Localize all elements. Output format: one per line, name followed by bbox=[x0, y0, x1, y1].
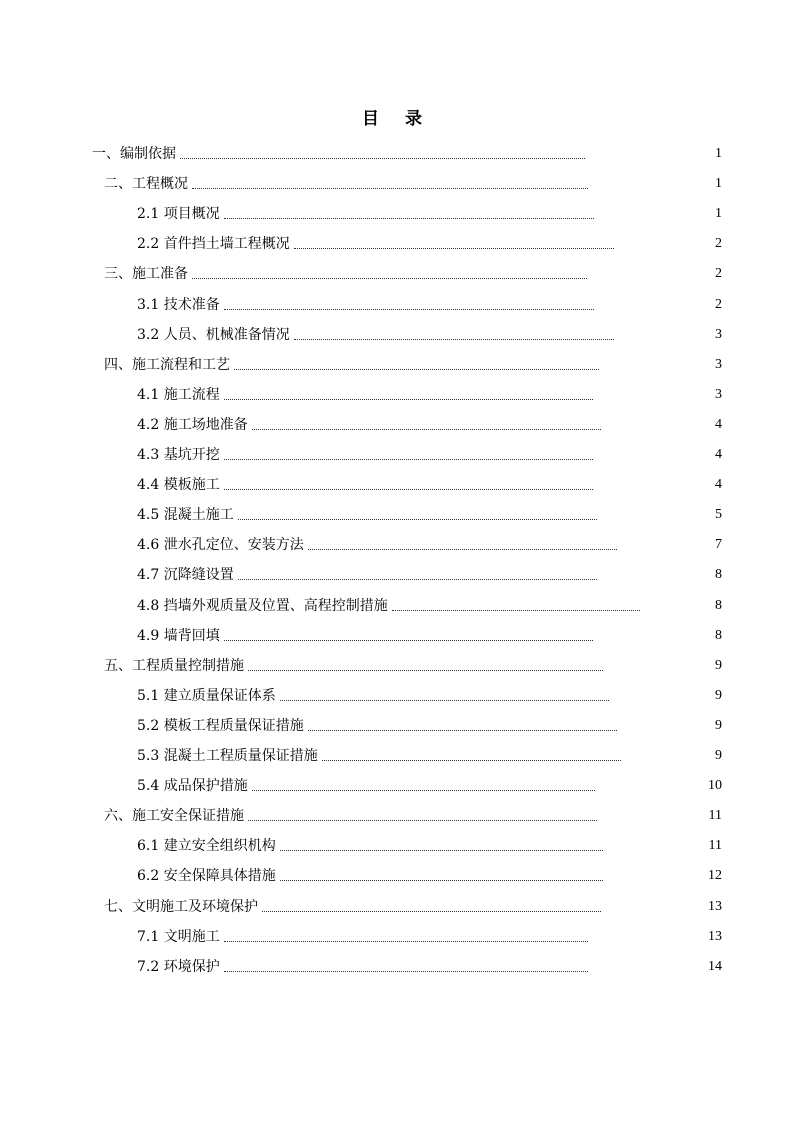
toc-entry-label: 4.7 沉降缝设置 bbox=[137, 567, 234, 584]
toc-entry-leader bbox=[308, 549, 617, 550]
toc-entry-page-number: 8 bbox=[715, 567, 722, 583]
toc-entry-leader bbox=[192, 278, 587, 279]
toc-entry-page-number: 11 bbox=[708, 808, 722, 824]
toc-entry-page-number: 9 bbox=[715, 748, 722, 763]
toc-entry[interactable] bbox=[0, 470, 794, 500]
toc-entry-leader bbox=[392, 610, 640, 611]
toc-entry[interactable] bbox=[0, 169, 794, 199]
toc-entry-label: 5.3 混凝土工程质量保证措施 bbox=[137, 748, 318, 764]
toc-entry-page-number: 2 bbox=[715, 236, 722, 252]
toc-entry-page-number: 1 bbox=[715, 176, 722, 192]
toc-entry[interactable] bbox=[0, 922, 794, 952]
toc-entry[interactable] bbox=[0, 229, 794, 259]
toc-entry-page-number: 9 bbox=[715, 717, 722, 733]
toc-entry-page-number: 10 bbox=[708, 778, 722, 794]
toc-entry-page-number: 3 bbox=[715, 386, 722, 402]
toc-entry-label: 4.2 施工场地准备 bbox=[137, 416, 248, 433]
toc-entry-page-number: 4 bbox=[715, 447, 722, 462]
toc-entry-leader bbox=[238, 579, 597, 580]
toc-entry[interactable] bbox=[0, 410, 794, 440]
toc-entry[interactable] bbox=[0, 861, 794, 891]
toc-entry[interactable] bbox=[0, 530, 794, 560]
toc-entry-label: 5.2 模板工程质量保证措施 bbox=[137, 717, 304, 734]
toc-title: 目 录 bbox=[362, 109, 432, 129]
toc-entry-page-number: 14 bbox=[708, 958, 722, 974]
toc-entry-label: 7.1 文明施工 bbox=[137, 928, 220, 945]
toc-entry-label: 七、文明施工及环境保护 bbox=[104, 898, 258, 915]
toc-entry-page-number: 2 bbox=[715, 266, 722, 282]
toc-entry[interactable] bbox=[0, 199, 794, 229]
toc-entry-leader bbox=[224, 459, 593, 460]
toc-entry-page-number: 13 bbox=[708, 898, 722, 914]
toc-entry-page-number: 1 bbox=[715, 146, 722, 161]
toc-entry-page-number: 3 bbox=[715, 356, 722, 372]
toc-entry-leader bbox=[294, 339, 614, 340]
toc-entry[interactable] bbox=[0, 681, 794, 711]
toc-entry[interactable] bbox=[0, 831, 794, 861]
toc-entry-label: 4.1 施工流程 bbox=[137, 386, 220, 403]
toc-entry[interactable] bbox=[0, 621, 794, 651]
toc-entry[interactable] bbox=[0, 290, 794, 320]
toc-entry-leader bbox=[224, 309, 594, 310]
toc-entry-page-number: 5 bbox=[715, 507, 722, 523]
toc-entry-page-number: 9 bbox=[715, 657, 722, 673]
toc-entry-label: 5.1 建立质量保证体系 bbox=[137, 687, 276, 704]
toc-entry-label: 二、工程概况 bbox=[104, 176, 188, 193]
toc-entry-label: 4.9 墙背回填 bbox=[137, 627, 220, 644]
toc-entry[interactable] bbox=[0, 591, 794, 621]
toc-entry-label: 7.2 环境保护 bbox=[137, 958, 220, 975]
toc-entry-label: 四、施工流程和工艺 bbox=[104, 356, 230, 373]
toc-entry[interactable] bbox=[0, 440, 794, 470]
toc-entry-label: 五、工程质量控制措施 bbox=[104, 657, 244, 674]
toc-entry-leader bbox=[224, 640, 593, 641]
toc-entry-label: 4.3 基坑开挖 bbox=[137, 447, 220, 463]
toc-entry-label: 5.4 成品保护措施 bbox=[137, 778, 248, 795]
toc-entry[interactable] bbox=[0, 380, 794, 410]
toc-entry-page-number: 11 bbox=[708, 838, 722, 854]
toc-entry-label: 6.1 建立安全组织机构 bbox=[137, 838, 276, 855]
toc-entry-page-number: 8 bbox=[715, 627, 722, 643]
toc-entry-label: 六、施工安全保证措施 bbox=[104, 808, 244, 825]
toc-entry-page-number: 8 bbox=[715, 597, 722, 613]
toc-entry-leader bbox=[252, 429, 601, 430]
toc-entry-leader bbox=[248, 820, 597, 821]
toc-entry[interactable] bbox=[0, 139, 794, 169]
toc-entry[interactable] bbox=[0, 560, 794, 590]
toc-entry-label: 2.1 项目概况 bbox=[137, 206, 220, 223]
toc-entry-leader bbox=[192, 188, 588, 189]
toc-entry-leader bbox=[224, 489, 593, 490]
toc-entry[interactable] bbox=[0, 952, 794, 982]
toc-entry-page-number: 4 bbox=[715, 477, 722, 493]
toc-entry-leader bbox=[224, 399, 593, 400]
toc-entry-leader bbox=[280, 700, 609, 701]
toc-entry[interactable] bbox=[0, 741, 794, 771]
toc-entry-leader bbox=[262, 911, 601, 912]
toc-entry-leader bbox=[294, 248, 614, 249]
toc-entry-page-number: 3 bbox=[715, 326, 722, 342]
toc-entry-page-number: 9 bbox=[715, 687, 722, 703]
toc-entry-page-number: 4 bbox=[715, 416, 722, 432]
toc-entry-leader bbox=[224, 971, 588, 972]
toc-entry-page-number: 12 bbox=[708, 868, 722, 884]
toc-entry-label: 2.2 首件挡土墙工程概况 bbox=[137, 236, 290, 253]
toc-entry-leader bbox=[280, 880, 603, 881]
toc-entry[interactable] bbox=[0, 259, 794, 289]
toc-entry-leader bbox=[280, 850, 603, 851]
toc-entry-leader bbox=[238, 519, 597, 520]
toc-entry[interactable] bbox=[0, 892, 794, 922]
toc-entry-label: 4.5 混凝土施工 bbox=[137, 507, 234, 524]
toc-entry-leader bbox=[322, 760, 621, 761]
toc-entry-label: 三、施工准备 bbox=[104, 266, 188, 283]
toc-entry[interactable] bbox=[0, 500, 794, 530]
toc-entry-label: 4.6 泄水孔定位、安装方法 bbox=[137, 537, 304, 554]
toc-entry-leader bbox=[248, 670, 603, 671]
toc-entry-page-number: 1 bbox=[715, 206, 722, 222]
toc-entry-label: 3.2 人员、机械准备情况 bbox=[137, 326, 290, 343]
toc-entry-label: 4.8 挡墙外观质量及位置、高程控制措施 bbox=[137, 597, 388, 614]
toc-entry[interactable] bbox=[0, 771, 794, 801]
toc-entry-leader bbox=[180, 158, 585, 159]
toc-entry[interactable] bbox=[0, 350, 794, 380]
toc-entry[interactable] bbox=[0, 801, 794, 831]
toc-entry-leader bbox=[224, 941, 588, 942]
toc-entry-page-number: 7 bbox=[715, 537, 722, 553]
toc-entry-label: 4.4 模板施工 bbox=[137, 477, 220, 494]
toc-entry-label: 一、编制依据 bbox=[92, 146, 176, 162]
toc-entry-leader bbox=[224, 218, 594, 219]
toc-entry-label: 3.1 技术准备 bbox=[137, 296, 220, 313]
toc-entry-leader bbox=[234, 369, 599, 370]
toc-entry[interactable] bbox=[0, 711, 794, 741]
toc-entry[interactable] bbox=[0, 320, 794, 350]
toc-entry-leader bbox=[308, 730, 617, 731]
toc-entry-page-number: 2 bbox=[715, 296, 722, 312]
toc-entry-label: 6.2 安全保障具体措施 bbox=[137, 868, 276, 885]
toc-entry-page-number: 13 bbox=[708, 928, 722, 944]
toc-entry-leader bbox=[252, 790, 595, 791]
toc-entry[interactable] bbox=[0, 651, 794, 681]
